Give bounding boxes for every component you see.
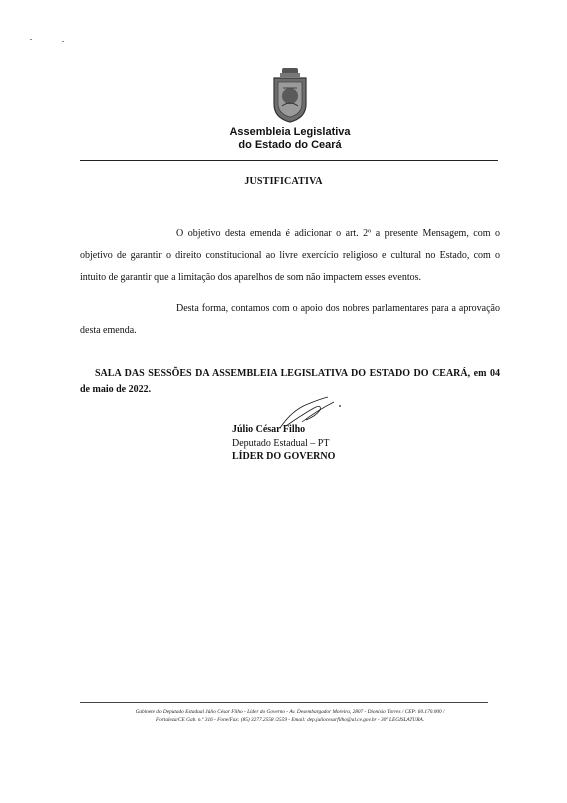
state-coat-of-arms-icon xyxy=(270,66,310,124)
footer-divider xyxy=(80,702,488,703)
signer-title: LÍDER DO GOVERNO xyxy=(232,451,336,462)
body-paragraph: Desta forma, contamos com o apoio dos nobres parlamentares para a aprovação desta emenda. xyxy=(80,303,500,336)
institution-name-line1: Assembleia Legislativa xyxy=(229,126,351,138)
scan-speck xyxy=(62,41,64,42)
signer-role: Deputado Estadual – PT xyxy=(232,438,330,449)
scan-speck xyxy=(30,39,32,40)
footer-address xyxy=(80,708,500,724)
header-divider xyxy=(80,160,498,161)
session-statement: SALA DAS SESSÕES DA ASSEMBLEIA LEGISLATIVA DO ESTADO DO CEARÁ, em 04 de maio de 2022. xyxy=(80,368,500,395)
footer-line: Gabinete do Deputado Estadual Júlio César Filho - Líder do Governo - Av. Desembargador Moreira, 2807 - Dionísio Torres / CEP: 60.170.000 / xyxy=(135,709,445,715)
signer-name: Júlio César Filho xyxy=(232,424,306,435)
body-paragraph: O objetivo desta emenda é adicionar o art. 2º a presente Mensagem, com o objetivo de garantir o direito constitucional ao livre exercício religioso e cultural no Estado, com o intuito de garantir que a limitação dos aparelhos de som não impactem esses eventos. xyxy=(80,228,500,283)
footer-line: Fortaleza/CE Gab. n.º 316 - Fone/Fax: (85) 3277.2558 /2559 - Email: dep.juliocesarfilho@al.ce.gov.br - 30ª LEGISLATURA. xyxy=(155,717,425,723)
institution-name-line2: do Estado do Ceará xyxy=(238,139,342,151)
document-heading: JUSTIFICATIVA xyxy=(244,176,323,187)
